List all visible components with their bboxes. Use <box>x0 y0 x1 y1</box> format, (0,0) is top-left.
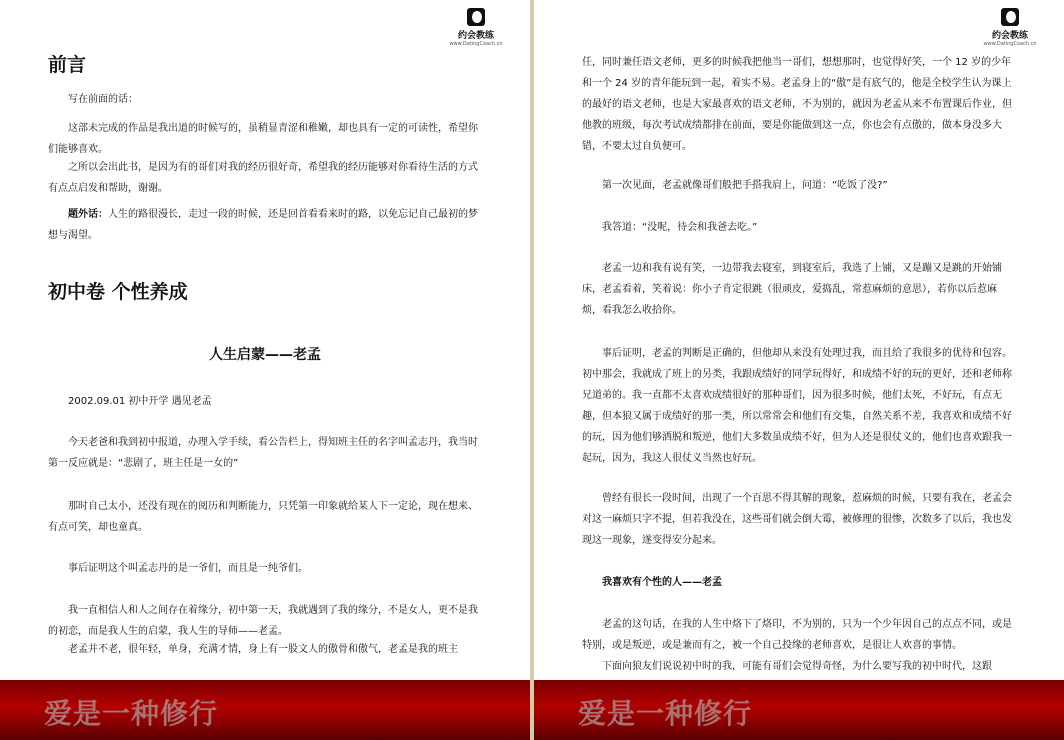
body-paragraph: 第一次见面，老孟就像哥们般把手搭我肩上，问道：“吃饭了没?” <box>602 180 888 191</box>
section-heading: 我喜欢有个性的人——老孟 <box>602 577 722 588</box>
footer-banner <box>534 680 1064 740</box>
footer-banner <box>0 680 530 740</box>
body-paragraph: 下面向狼友们说说初中时的我，可能有哥们会觉得奇怪，为什么要写我的初中时代，这跟 <box>602 661 992 672</box>
body-paragraph: 老孟一边和我有说有笑，一边带我去寝室，到寝室后，我选了上铺，又是蹦又是跳的开始铺床，老孟看着，笑着说：你小子肯定很跳（很顽皮，爱捣乱，常惹麻烦的意思），若你以后惹麻烦，看我怎么收拾你。 <box>582 263 1002 316</box>
footer-banner-text: 爱是一种修行 <box>44 697 219 730</box>
body-paragraph: 老孟的这句话，在我的人生中烙下了烙印，不为别的，只为一个少年因自己的点点不同，或是特别，或是叛逆，或是兼而有之，被一个自己投缘的老师喜欢，是很让人欢喜的事情。 <box>582 619 1012 651</box>
brand-logo <box>970 8 1050 47</box>
body-paragraph: 事后证明这个叫孟志丹的是一爷们，而且是一纯爷们。 <box>68 563 308 574</box>
brand-url: www.DatingCoach.cn <box>983 41 1037 47</box>
brand-url: www.DatingCoach.cn <box>449 41 503 47</box>
body-paragraph: 那时自己太小，还没有现在的阅历和判断能力，只凭第一印象就给某人下一定论，现在想来、有点可笑，却也童真。 <box>48 501 478 533</box>
entry-date: 2002.09.01 初中开学 遇见老孟 <box>68 396 212 407</box>
brand-logo <box>436 8 516 47</box>
volume-heading: 初中卷 个性养成 <box>48 281 188 303</box>
brand-name: 约会教练 <box>991 31 1028 41</box>
body-paragraph: 我一直相信人和人之间存在着缘分，初中第一天，我就遇到了我的缘分，不是女人，更不是我的初恋，而是我人生的启蒙，我人生的导师——老孟。 <box>48 605 478 637</box>
aside-text: 人生的路很漫长，走过一段的时候，还是回首看看来时的路，以免忘记自己最初的梦想与渴望。 <box>48 209 478 241</box>
body-paragraph: 今天老爸和我到初中报道，办理入学手续，看公告栏上，得知班主任的名字叫孟志丹，我当时第一反应就是：“悲剧了，班主任是一女的” <box>48 437 478 469</box>
body-paragraph: 老孟并不老，很年轻，单身，充满才情，身上有一股文人的傲骨和傲气，老孟是我的班主 <box>68 644 458 655</box>
brand-logo-icon <box>1001 8 1019 26</box>
preface-paragraph: 之所以会出此书，是因为有的哥们对我的经历很好奇，希望我的经历能够对你看待生活的方式有点点启发和帮助，谢谢。 <box>48 162 478 194</box>
brand-logo-icon <box>467 8 485 26</box>
body-paragraph: 我答道：“没呢，待会和我爸去吃。” <box>602 222 758 233</box>
aside-label: 题外话： <box>68 209 108 220</box>
preface-paragraph: 这部未完成的作品是我出道的时候写的，虽稍显青涩和稚嫩，却也具有一定的可读性，希望你们能够喜欢。 <box>48 123 478 155</box>
page-left <box>0 0 530 740</box>
preface-heading: 前言 <box>48 54 87 76</box>
preface-aside <box>48 204 482 246</box>
body-paragraph: 曾经有很长一段时间，出现了一个百思不得其解的现象，惹麻烦的时候，只要有我在，老孟会对这一麻烦只字不提，但若我没在，这些哥们就会倒大霉，被修理的很惨，次数多了以后，我也发现这一现象，遂变得安分起来。 <box>582 493 1012 546</box>
brand-name: 约会教练 <box>457 31 494 41</box>
footer-banner-text: 爱是一种修行 <box>578 697 753 730</box>
body-paragraph: 事后证明，老孟的判断是正确的，但他却从来没有处理过我，而且给了我很多的优待和包容。初中那会，我就成了班上的另类，我跟成绩好的同学玩得好，和成绩不好的玩的更好，还和老师称兄道弟的。我一直都不太喜欢成绩很好的那种哥们，因为很多时候，他们太死，不好玩，有点无趣，但本狼又属于成绩好的那一类，所以常常会和他们有交集，自然关系不差，我喜欢和成绩不好的玩，因为他们够洒脱和叛逆，他们大多数虽成绩不好，但为人还是很仗义的，他们也喜欢跟我一起玩，因为，我这人很仗义当然也好玩。 <box>582 348 1012 464</box>
chapter-heading: 人生启蒙——老孟 <box>209 347 321 363</box>
body-paragraph: 任，同时兼任语文老师，更多的时候我把他当一哥们，想想那时，也觉得好笑，一个 12 岁的少年和一个 24 岁的青年能玩到一起，着实不易。老孟身上的“傲”是有底气的，他是全校学生认为课上的最好的语文老师，也是大家最喜欢的语文老师，不为别的，就因为老孟从来不布置课后作业，但他教的班级，每次考试成绩都排在前面，要是你能做到这一点，你也会有点傲的，做本身没多大错，不要太过自负便可。 <box>582 57 1012 152</box>
preface-intro: 写在前面的话： <box>68 94 138 105</box>
page-right <box>534 0 1064 740</box>
